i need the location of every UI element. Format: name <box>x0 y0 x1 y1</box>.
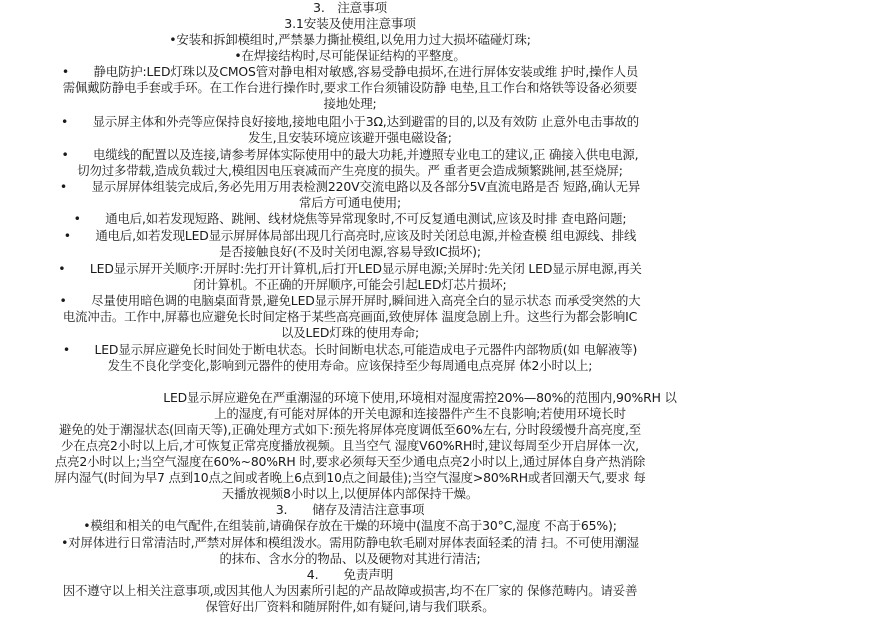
section-heading-disclaimer: 4. 免责声明 <box>306 567 394 582</box>
text-line: • 电缆线的配置以及连接,请参考屏体实际使用中的最大功耗,并遵照专业电工的建议,正 确接入供电电源, <box>61 147 639 162</box>
text-line: •在焊接结构时,尽可能保证结构的平整度。 <box>234 48 466 63</box>
text-line: 因不遵守以上相关注意事项,或因其他人为因素所引起的产品故障或损害,均不在厂家的 保修范畴内。请妥善 <box>62 583 638 598</box>
text-line: 避免的处于潮湿状态(回南天等),正确处理方式如下:预先将屏体亮度调低至60%左右, 分时段缓慢升高亮度,至 <box>59 422 641 437</box>
text-line: 以及LED灯珠的使用寿命; <box>280 325 419 340</box>
text-line: • 显示屏主体和外壳等应保持良好接地,接地电阻小于3Ω,达到避雷的目的,以及有效防 止意外电击事故的 <box>61 114 639 129</box>
text-line: •对屏体进行日常清洁时,严禁对屏体和模组泼水。需用防静电软毛刷对屏体表面轻柔的清 扫。不可使用潮湿 <box>61 535 639 550</box>
text-line: 保管好出厂资料和随屏附件,如有疑问,请与我们联系。 <box>205 599 495 614</box>
text-line: 闭计算机。不正确的开屏顺序,可能会引起LED灯芯片损坏; <box>193 277 507 292</box>
text-line: •安装和拆卸模组时,严禁暴力撕扯模组,以免用力过大损坏磕碰灯珠; <box>169 32 531 47</box>
text-line: • 静电防护:LED灯珠以及CMOS管对静电相对敏感,容易受静电损坏,在进行屏体安装或维 护时,操作人员 <box>61 64 639 79</box>
text-line: 发生不良化学变化,影响到元器件的使用寿命。应该保持至少每周通电点亮屏 体2小时以上; <box>107 358 593 373</box>
text-line: • 通电后,如若发现LED显示屏屏体局部出现几行高亮时,应该及时关闭总电源,并检查模 组电源线、排线 <box>63 228 637 243</box>
text-line: •模组和相关的电气配件,在组装前,请确保存放在干燥的环境中(温度不高于30°C,湿度 不高于65%); <box>83 518 617 533</box>
text-line: 切勿过多带载,造成负载过大,模组因电压衰减而产生亮度的损失。严 重者更会造成频繁跳闸,甚至烧屏; <box>77 163 623 178</box>
text-line: 点亮2小时以上;当空气湿度在60%~80%RH 时,要求必须每天至少通电点亮2小时以上,通过屏体自身产热消除 <box>54 454 646 469</box>
text-line: • LED显示屏开关顺序:开屏时:先打开计算机,后打开LED显示屏电源;关屏时:先关闭 LED显示屏电源,再关 <box>58 261 642 276</box>
text-line: 天播放视频8小时以上,以便屏体内部保持干燥。 <box>221 486 479 501</box>
text-line: • 尽量使用暗色调的电脑桌面背景,避免LED显示屏开屏时,瞬间进入高亮全白的显示状态 而承受突然的大 <box>59 293 641 308</box>
text-line: 需佩戴防静电手套或手环。在工作台进行操作时,要求工作台须铺设防静 电垫,且工作台和烙铁等设备必须要 <box>62 80 638 95</box>
text-line: 接地处理; <box>323 96 377 111</box>
text-line: 发生,且安装环境应该避开强电磁设备; <box>248 130 452 145</box>
text-line: 的抹布、含水分的物品、以及硬物对其进行清洁; <box>219 551 481 566</box>
text-line: 屏内湿气(时间为早7 点到10点之间或者晚上6点到10点之间最佳);当空气湿度>80%RH或者回潮天气,要求 每 <box>54 470 646 485</box>
text-line: • 通电后,如若发现短路、跳闸、线材烧焦等异常现象时,不可反复通电测试,应该及时排 查电路问题; <box>73 211 627 226</box>
text-line: 少在点亮2小时以上后,才可恢复正常亮度播放视频。且当空气 湿度V60%RH时,建议每周至少开启屏体一次, <box>61 438 639 453</box>
text-line: • 显示屏屏体组装完成后,务必先用万用表检测220V交流电路以及各部分5V直流电路是否 短路,确认无异 <box>59 179 641 194</box>
subsection-heading-installation: 3.1安装及使用注意事项 <box>284 16 416 31</box>
text-line: LED显示屏应避免在严重潮湿的环境下使用,环境相对湿度需控20%—80%的范围内,90%RH 以 <box>163 390 677 405</box>
text-line: • LED显示屏应避免长时间处于断电状态。长时间断电状态,可能造成电子元器件内部物质(如 电解液等) <box>62 342 638 357</box>
text-line: 是否接触良好(不及时关闭电源,容易导致IC损坏); <box>219 244 481 259</box>
text-line: 电流冲击。工作中,屏幕也应避免长时间定格于某些高亮画面,致使屏体 温度急剧上升。这些行为都会影响IC <box>62 309 638 324</box>
section-heading-precautions: 3. 注意事项 <box>313 0 387 15</box>
section-heading-storage: 3. 储存及清洁注意事项 <box>275 502 425 517</box>
text-line: 上的湿度,有可能对屏体的开关电源和连接器件产生不良影响;若使用环境长时 <box>214 406 626 421</box>
text-line: 常后方可通电使用; <box>299 195 401 210</box>
